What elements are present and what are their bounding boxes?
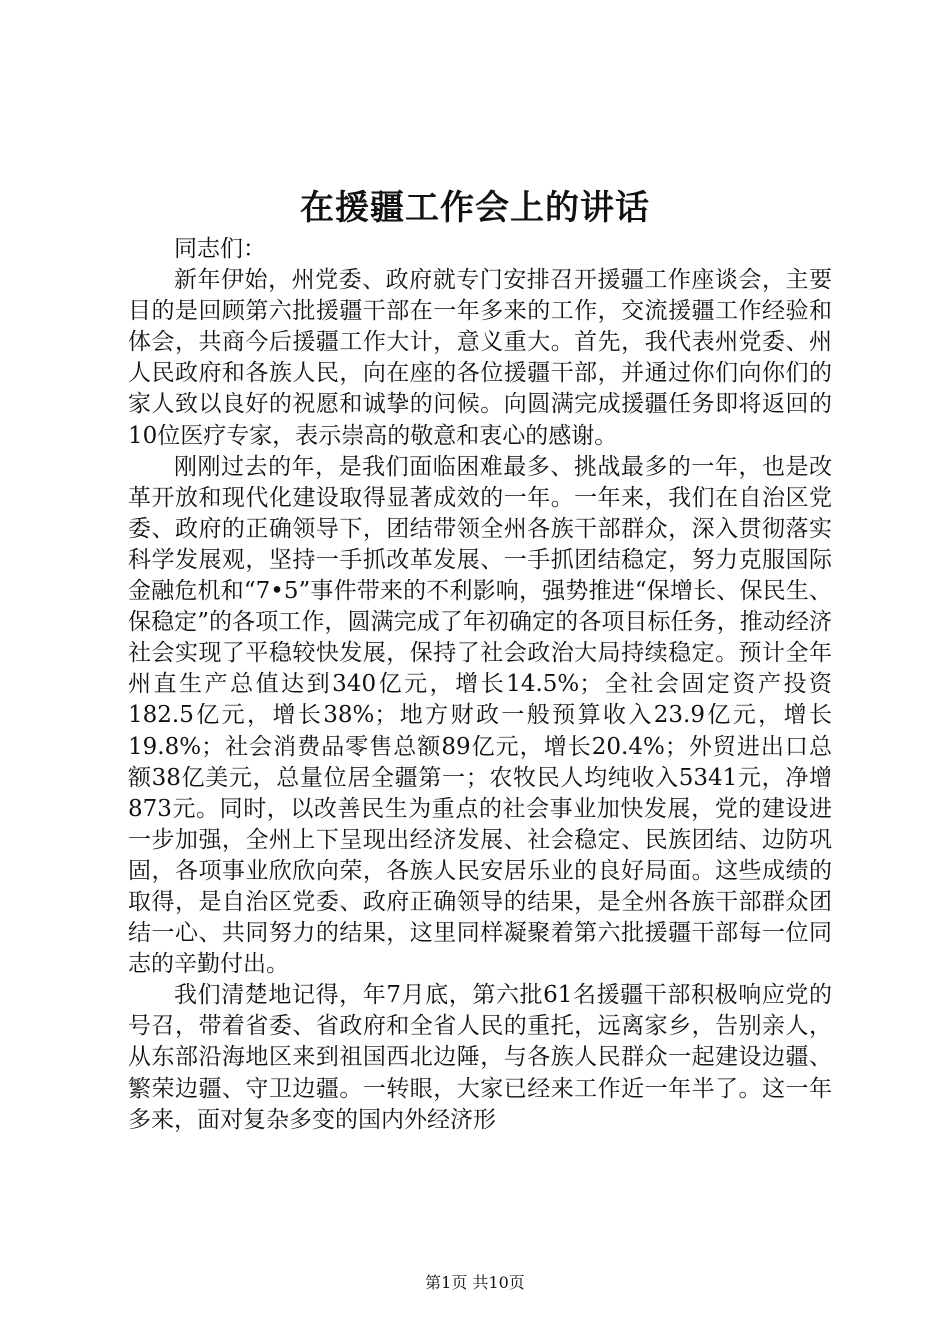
paragraph-2: 刚刚过去的年，是我们面临困难最多、挑战最多的一年，也是改革开放和现代化建设取得显著成效的一年。一年来，我们在自治区党委、政府的正确领导下，团结带领全州各族干部群众，深入贯彻落实科学发展观，坚持一手抓改革发展、一手抓团结稳定，努力克服国际金融危机和“7•5”事件带来的不利影响，强势推进“保增长、保民生、保稳定”的各项工作，圆满完成了年初确定的各项目标任务，推动经济社会实现了平稳较快发展，保持了社会政治大局持续稳定。预计全年州直生产总值达到340亿元，增长14.5%；全社会固定资产投资182.5亿元，增长38%；地方财政一般预算收入23.9亿元，增长19.8%；社会消费品零售总额89亿元，增长20.4%；外贸进出口总额38亿美元，总量位居全疆第一；农牧民人均纯收入5341元，净增873元。同时，以改善民生为重点的社会事业加快发展，党的建设进一步加强，全州上下呈现出经济发展、社会稳定、民族团结、边防巩固，各项事业欣欣向荣，各族人民安居乐业的良好局面。这些成绩的取得，是自治区党委、政府正确领导的结果，是全州各族干部群众团结一心、共同努力的结果，这里同样凝聚着第六批援疆干部每一位同志的辛勤付出。 (128, 453, 832, 978)
document-title: 在援疆工作会上的讲话 (300, 188, 650, 228)
paragraph-1: 新年伊始，州党委、政府就专门安排召开援疆工作座谈会，主要目的是回顾第六批援疆干部在一年多来的工作，交流援疆工作经验和体会，共商今后援疆工作大计，意义重大。首先，我代表州党委、州人民政府和各族人民，向在座的各位援疆干部，并通过你们向你们的家人致以良好的祝愿和诚挚的问候。向圆满完成援疆任务即将返回的10位医疗专家，表示崇高的敬意和衷心的感谢。 (128, 267, 832, 449)
paragraph-3: 我们清楚地记得，年7月底，第六批61名援疆干部积极响应党的号召，带着省委、省政府和全省人民的重托，远离家乡，告别亲人，从东部沿海地区来到祖国西北边陲，与各族人民群众一起建设边疆、繁荣边疆、守卫边疆。一转眼，大家已经来工作近一年半了。这一年多来，面对复杂多变的国内外经济形 (128, 982, 832, 1133)
document-body (128, 234, 832, 1136)
page-number-footer: 第1页 共10页 (425, 1273, 525, 1292)
greeting: 同志们： (174, 236, 266, 262)
